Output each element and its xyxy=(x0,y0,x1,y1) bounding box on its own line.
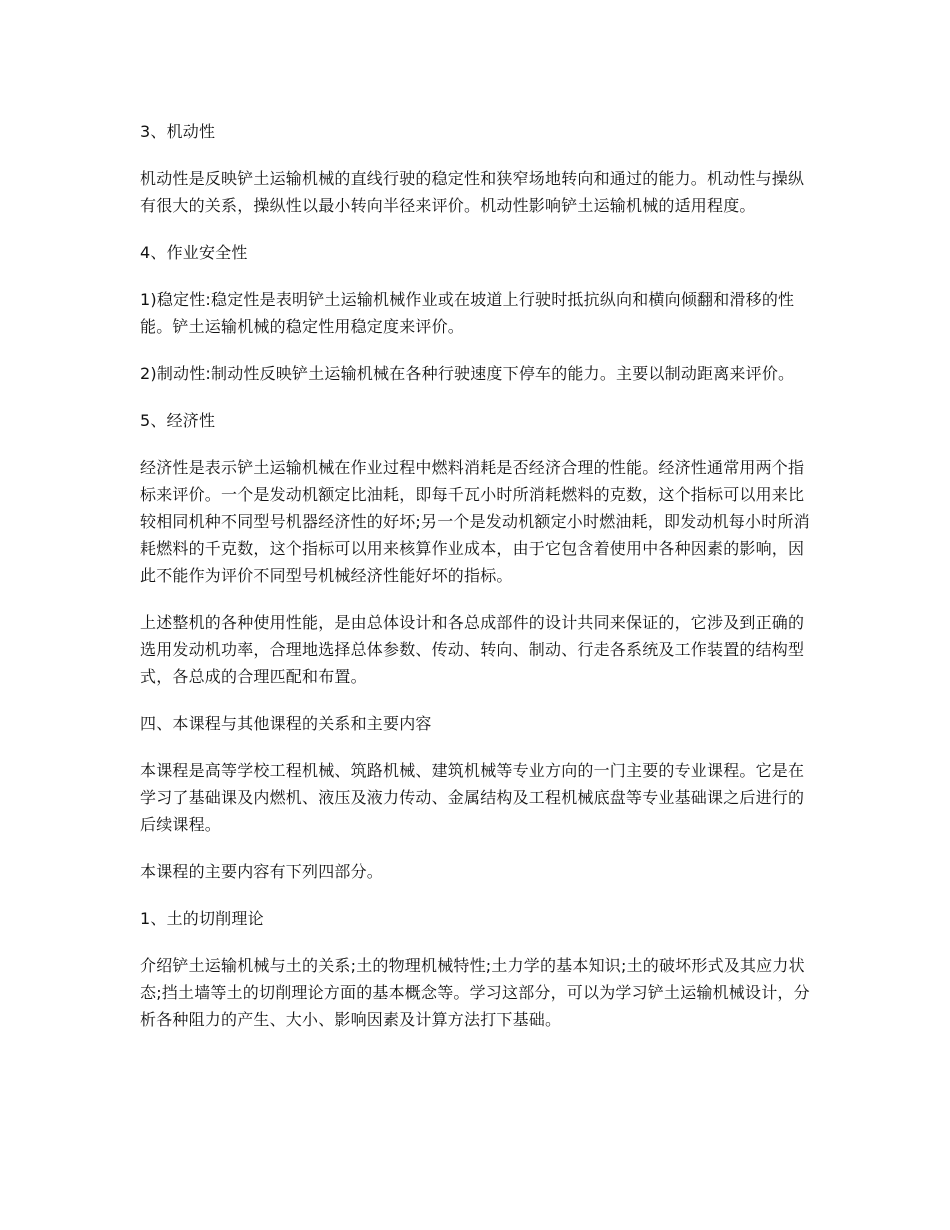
paragraph-soil-cutting-theory: 介绍铲土运输机械与土的关系;土的物理机械特性;土力学的基本知识;土的破坏形式及其应力状态;挡土墙等土的切削理论方面的基本概念等。学习这部分，可以为学习铲土运输机械设计，分析各种阻力的产生、大小、影响因素及计算方法打下基础。 xyxy=(140,956,810,1029)
document-page xyxy=(140,118,820,1053)
paragraph-overall-performance: 上述整机的各种使用性能，是由总体设计和各总成部件的设计共同来保证的，它涉及到正确的选用发动机功率，合理地选择总体参数、传动、转向、制动、行走各系统及工作装置的结构型式，各总成的合理匹配和布置。 xyxy=(140,613,805,686)
heading-maneuverability: 3、机动性 xyxy=(140,122,216,141)
paragraph-course-intro: 本课程是高等学校工程机械、筑路机械、建筑机械等专业方向的一门主要的专业课程。它是在学习了基础课及内燃机、液压及液力传动、金属结构及工程机械底盘等专业基础课之后进行的后续课程。 xyxy=(140,761,805,834)
paragraph-economy: 经济性是表示铲土运输机械在作业过程中燃料消耗是否经济合理的性能。经济性通常用两个指标来评价。一个是发动机额定比油耗，即每千瓦小时所消耗燃料的克数，这个指标可以用来比较相同机种不同型号机器经济性的好坏;另一个是发动机额定小时燃油耗，即发动机每小时所消耗燃料的千克数，这个指标可以用来核算作业成本，由于它包含着使用中各种因素的影响，因此不能作为评价不同型号机械经济性能好坏的指标。 xyxy=(140,458,810,585)
heading-operational-safety: 4、作业安全性 xyxy=(140,243,248,262)
paragraph-stability: 1)稳定性:稳定性是表明铲土运输机械作业或在坡道上行驶时抵抗纵向和横向倾翻和滑移的性能。铲土运输机械的稳定性用稳定度来评价。 xyxy=(140,290,795,336)
heading-soil-cutting-theory: 1、土的切削理论 xyxy=(140,909,264,928)
heading-economy: 5、经济性 xyxy=(140,411,216,430)
heading-course-relations: 四、本课程与其他课程的关系和主要内容 xyxy=(140,714,432,733)
paragraph-main-content: 本课程的主要内容有下列四部分。 xyxy=(140,862,384,881)
paragraph-braking: 2)制动性:制动性反映铲土运输机械在各种行驶速度下停车的能力。主要以制动距离来评价。 xyxy=(140,364,795,383)
paragraph-maneuverability: 机动性是反映铲土运输机械的直线行驶的稳定性和狭窄场地转向和通过的能力。机动性与操纵有很大的关系，操纵性以最小转向半径来评价。机动性影响铲土运输机械的适用程度。 xyxy=(140,169,805,215)
